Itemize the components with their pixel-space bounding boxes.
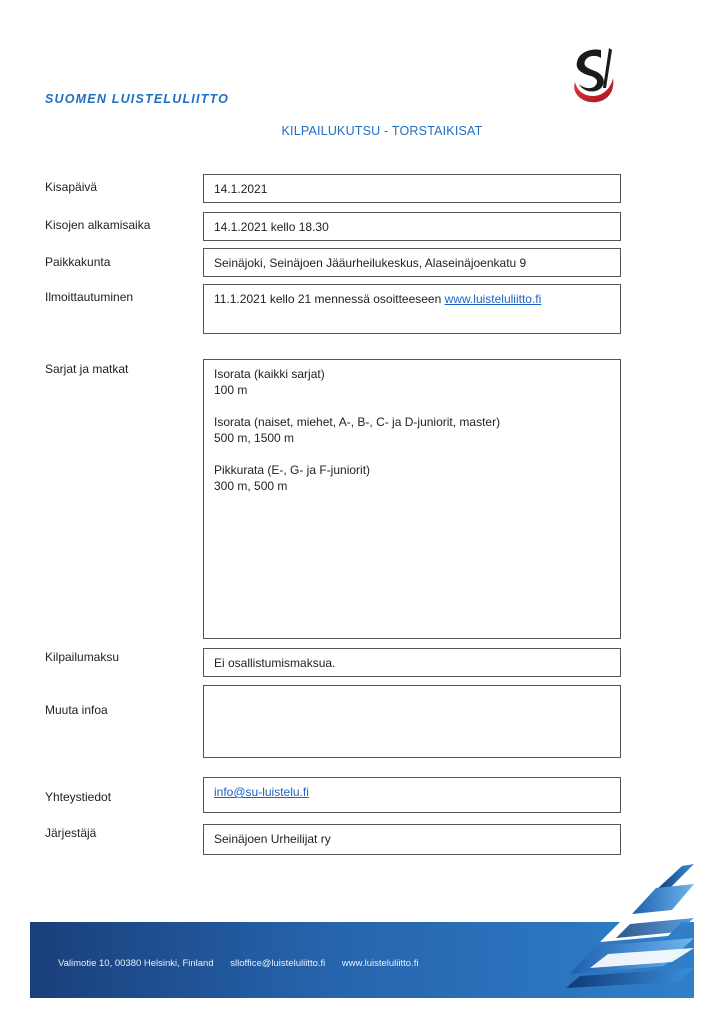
contact-email-link[interactable]: info@su-luistelu.fi <box>214 785 309 799</box>
field-kilpailumaksu: Ei osallistumismaksua. <box>203 648 621 677</box>
label-ilmoittautuminen: Ilmoittautuminen <box>45 290 134 304</box>
series-line: 500 m, 1500 m <box>214 431 295 445</box>
label-muuta-infoa: Muuta infoa <box>45 703 108 717</box>
field-jarjestaja: Seinäjoen Urheilijat ry <box>203 824 621 855</box>
label-sarjat: Sarjat ja matkat <box>45 362 129 376</box>
series-group <box>214 366 610 398</box>
field-paikkakunta: Seinäjoki, Seinäjoen Jääurheilukeskus, Alaseinäjoenkatu 9 <box>203 248 621 277</box>
organization-name: SUOMEN LUISTELULIITTO <box>45 92 229 106</box>
series-line: Isorata (naiset, miehet, A-, B-, C- ja D-juniorit, master) <box>214 415 501 429</box>
field-kisapaiva: 14.1.2021 <box>203 174 621 203</box>
field-ilmoittautuminen <box>203 284 621 334</box>
footer-address: Valimotie 10, 00380 Helsinki, Finland <box>58 958 214 969</box>
series-line: 300 m, 500 m <box>214 479 288 493</box>
series-line: 100 m <box>214 383 248 397</box>
label-kilpailumaksu: Kilpailumaksu <box>45 650 120 664</box>
document-title: KILPAILUKUTSU - TORSTAIKISAT <box>281 124 483 138</box>
skate-s-logo-icon <box>561 44 623 106</box>
footer-email: slloffice@luisteluliitto.fi <box>230 958 326 969</box>
registration-link[interactable]: www.luisteluliitto.fi <box>444 292 542 306</box>
field-yhteystiedot <box>203 777 621 813</box>
series-group <box>214 414 610 446</box>
field-alkamisaika: 14.1.2021 kello 18.30 <box>203 212 621 241</box>
footer-contact <box>58 958 432 969</box>
series-line: Isorata (kaikki sarjat) <box>214 367 325 381</box>
label-alkamisaika: Kisojen alkamisaika <box>45 218 151 232</box>
ilmoittautuminen-text: 11.1.2021 kello 21 mennessä osoitteeseen <box>214 292 445 306</box>
field-muuta-infoa <box>203 685 621 758</box>
footer-website: www.luisteluliitto.fi <box>341 958 419 969</box>
label-jarjestaja: Järjestäjä <box>45 826 97 840</box>
label-kisapaiva: Kisapäivä <box>45 180 98 194</box>
field-sarjat <box>203 359 621 639</box>
label-yhteystiedot: Yhteystiedot <box>45 790 112 804</box>
label-paikkakunta: Paikkakunta <box>45 255 111 269</box>
decorative-stripes-icon <box>560 858 700 998</box>
series-group <box>214 462 610 494</box>
series-line: Pikkurata (E-, G- ja F-juniorit) <box>214 463 371 477</box>
